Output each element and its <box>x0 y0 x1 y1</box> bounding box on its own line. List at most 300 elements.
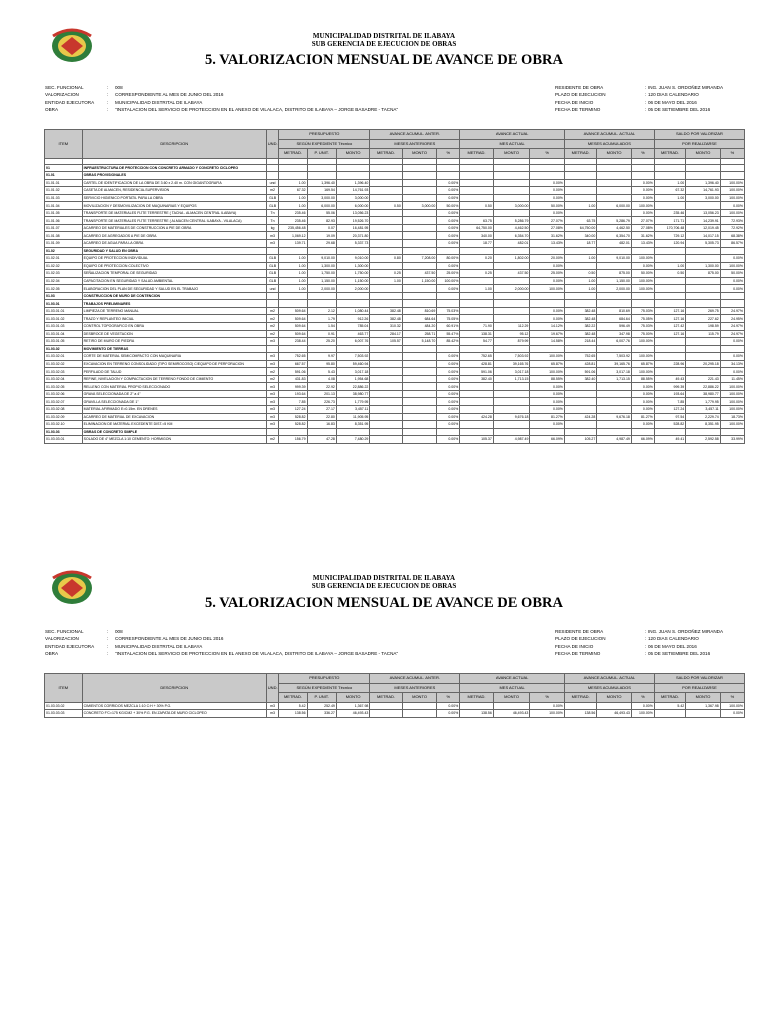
value-cell: 252.49 <box>307 702 336 710</box>
value-cell <box>460 262 493 270</box>
value-cell: 5,337.73 <box>336 239 369 247</box>
value-cell: 0.00% <box>631 187 654 195</box>
item-description: ACARREO DE AGUA PARA LA OBRA <box>82 239 266 247</box>
valuation-table <box>44 129 745 444</box>
value-cell: 50.00% <box>437 202 460 210</box>
value-cell: 0.00% <box>530 315 565 323</box>
project-info-left: SEC. FUNCIONAL : 008 VALORIZACION : CORRESPONDIENTE AL MES DE JUNIO DEL 2016 ENTIDAD EJECUTORA : MUNICIPALIDAD DISTRITAL DE ILABAYA OBRA : "INSTALACION DEL SERVICIO DE PROTECCION EN EL ANEXO DE VILALACA, DISTRITO DE ILABAYA – JORGE BASADRE - TACNA" <box>45 85 399 112</box>
item-description: MOVIMIENTO DE TIERRAS <box>82 345 266 353</box>
value-cell: 0.00% <box>720 202 744 210</box>
empty-cell <box>370 164 402 172</box>
value-cell <box>493 315 530 323</box>
table-body <box>45 158 745 443</box>
value-cell: 12,019.45 <box>686 224 721 232</box>
empty-cell <box>686 300 721 308</box>
value-cell <box>402 353 437 361</box>
item-description: SEÑALIZACION TEMPORAL DE SEGURIDAD <box>82 270 266 278</box>
value-cell <box>370 232 402 240</box>
item-code: 01.03.01.01 <box>45 307 83 315</box>
value-cell <box>493 390 530 398</box>
value-cell <box>402 436 437 444</box>
value-cell: 0.25 <box>460 270 493 278</box>
empty-cell <box>307 345 336 353</box>
info-value: "INSTALACION DEL SERVICIO DE PROTECCION EN EL ANEXO DE VILALACA, DISTRITO DE ILABAYA – JORGE BASADRE - TACNA" <box>115 650 399 656</box>
value-cell: 127.24 <box>654 406 685 414</box>
item-code: 01.01.05 <box>45 209 83 217</box>
value-cell: 11.45% <box>720 375 744 383</box>
value-cell: 1.00 <box>654 262 685 270</box>
item-description: SERVICIO HIGIENICO PORTATIL PARA LA OBRA <box>82 194 266 202</box>
empty-cell <box>530 172 565 180</box>
value-cell: 13.43% <box>631 239 654 247</box>
item-description: CONSTRUCCION DE MURO DE CONTENCION <box>82 292 266 300</box>
value-cell <box>654 277 685 285</box>
value-cell: 0.00% <box>530 187 565 195</box>
value-cell <box>370 702 402 710</box>
item-code: 01.02.03 <box>45 270 83 278</box>
table-row <box>45 330 745 338</box>
value-cell <box>460 406 493 414</box>
value-cell: 27.08% <box>530 224 565 232</box>
item-unit: GLB <box>266 270 279 278</box>
empty-cell <box>402 247 437 255</box>
item-description: MATERIAL AFIRMADO E=0.15m. EN DRENES <box>82 406 266 414</box>
value-cell: 127.16 <box>654 307 685 315</box>
empty-cell <box>279 428 307 436</box>
value-cell <box>597 398 632 406</box>
value-cell: 0.00% <box>631 383 654 391</box>
item-code: 01.03.02.07 <box>45 398 83 406</box>
value-cell: 19.67% <box>530 330 565 338</box>
value-cell <box>370 224 402 232</box>
value-cell: 0.00% <box>437 217 460 225</box>
value-cell <box>460 179 493 187</box>
value-cell: 1,367.98 <box>336 702 369 710</box>
table-row <box>45 375 745 383</box>
value-cell: 1,396.40 <box>686 179 721 187</box>
table-row <box>45 315 745 323</box>
value-cell: 912.26 <box>336 315 369 323</box>
value-cell: 0.00% <box>437 702 460 710</box>
empty-cell <box>631 164 654 172</box>
project-info-right: RESIDENTE DE OBRA : ING. JUAN S. ORDOÑEZ MIRANDA PLAZO DE EJECUCION : 120 DIAS CALENDARIO FECHA DE INICIO : 06 DE MAYO DEL 2016 FECHA DE TERMINO : 05 DE SETIEMBRE DEL 2016 <box>555 629 724 656</box>
value-cell: 100.00% <box>437 277 460 285</box>
value-cell <box>493 421 530 429</box>
value-cell: 0.00% <box>530 421 565 429</box>
col-und: UND. <box>266 130 279 159</box>
item-unit: und <box>266 179 279 187</box>
value-cell: 24.97% <box>720 322 744 330</box>
value-cell <box>370 383 402 391</box>
empty-cell <box>530 428 565 436</box>
value-cell: 0.00% <box>437 375 460 383</box>
col-monto: MONTO <box>402 693 437 703</box>
value-cell: 27.08% <box>631 224 654 232</box>
item-code: 01.03.02.06 <box>45 390 83 398</box>
value-cell: 1.00 <box>279 179 307 187</box>
value-cell: 63.75 <box>460 217 493 225</box>
value-cell: 1.00 <box>460 285 493 293</box>
group-avance-anterior: AVANCE ACUMUL. ANTER. <box>370 674 460 684</box>
value-cell: 0.91 <box>307 330 336 338</box>
value-cell: 1,396.40 <box>336 179 369 187</box>
item-description: MOVILIZACION Y DESMOVILIZACION DE MAQUINARIAS Y EQUIPOS <box>82 202 266 210</box>
value-cell: 18.77 <box>460 239 493 247</box>
item-description: REFINE, NIVELACION Y COMPACTACION DE TERRENO FONDO DE CIMIENTO <box>82 375 266 383</box>
subgerencia-name: SUB GERENCIA DE EJECUCION DE OBRAS <box>311 582 457 590</box>
empty-cell <box>437 172 460 180</box>
value-cell: 810.69 <box>597 307 632 315</box>
value-cell: 64,750.00 <box>564 224 596 232</box>
value-cell: 25.00% <box>530 270 565 278</box>
value-cell: 7,208.00 <box>402 255 437 263</box>
info-value: "INSTALACION DEL SERVICIO DE PROTECCION EN EL ANEXO DE VILALACA, DISTRITO DE ILABAYA – JORGE BASADRE - TACNA" <box>115 106 399 112</box>
value-cell: 46,493.43 <box>336 710 369 718</box>
info-label: VALORIZACION <box>45 92 79 98</box>
value-cell: 6,000.00 <box>307 202 336 210</box>
value-cell <box>370 194 402 202</box>
value-cell: 235.46 <box>279 209 307 217</box>
value-cell: 127.16 <box>654 330 685 338</box>
value-cell: 0.00% <box>720 285 744 293</box>
value-cell: 49.43 <box>654 375 685 383</box>
value-cell: 729.12 <box>654 232 685 240</box>
table-row <box>45 270 745 278</box>
value-cell: 0.00% <box>437 187 460 195</box>
empty-cell <box>370 428 402 436</box>
value-cell: 201.13 <box>307 390 336 398</box>
value-cell: 0.00% <box>437 262 460 270</box>
item-unit: m3 <box>266 421 279 429</box>
item-description: SEGURIDAD Y SALUD EN OBRA <box>82 247 266 255</box>
group-saldo: SALDO POR VALORIZAR <box>654 674 744 684</box>
value-cell: 20.00% <box>530 255 565 263</box>
value-cell: 16.83 <box>307 421 336 429</box>
value-cell: 428.81 <box>460 360 493 368</box>
value-cell: 193.64 <box>654 390 685 398</box>
value-cell: 100.00% <box>720 421 744 429</box>
item-unit: m3 <box>266 398 279 406</box>
col-metrado: METRAD. <box>370 693 402 703</box>
value-cell <box>402 232 437 240</box>
table-row <box>45 277 745 285</box>
item-unit: m2 <box>266 436 279 444</box>
value-cell: 1.00 <box>654 194 685 202</box>
value-cell <box>460 398 493 406</box>
col-und: UND. <box>266 674 279 703</box>
value-cell: 437.50 <box>493 270 530 278</box>
info-label: SEC. FUNCIONAL <box>45 85 84 90</box>
info-label: SEC. FUNCIONAL <box>45 629 84 634</box>
value-cell <box>493 194 530 202</box>
col-descripcion: DESCRIPCION <box>82 674 266 703</box>
col-metrado: METRAD. <box>460 149 493 159</box>
item-code: 01.01.08 <box>45 232 83 240</box>
value-cell <box>402 406 437 414</box>
value-cell: 24.97% <box>720 307 744 315</box>
col-item: ITEM <box>45 674 83 703</box>
table-row <box>45 255 745 263</box>
col-monto: MONTO <box>336 693 369 703</box>
value-cell: 100.00% <box>631 285 654 293</box>
value-cell: 1,300.00 <box>336 262 369 270</box>
empty-cell <box>437 300 460 308</box>
value-cell: 684.64 <box>597 315 632 323</box>
info-value: 06 DE MAYO DEL 2016 <box>648 643 697 649</box>
item-description: GRAVILLA SELECCIONADA DE 1" <box>82 398 266 406</box>
value-cell: 0.50 <box>654 270 685 278</box>
value-cell: 100.00% <box>631 368 654 376</box>
value-cell: 424.28 <box>564 413 596 421</box>
item-code: 01.03.01.05 <box>45 338 83 346</box>
value-cell: 382.48 <box>370 307 402 315</box>
value-cell <box>597 406 632 414</box>
value-cell: 218.44 <box>564 338 596 346</box>
value-cell: 528.82 <box>279 413 307 421</box>
value-cell: 81.27% <box>631 413 654 421</box>
value-cell <box>597 702 632 710</box>
value-cell <box>370 710 402 718</box>
item-code: 01.01.01 <box>45 179 83 187</box>
table-header <box>45 674 745 703</box>
info-value: 008 <box>115 85 123 90</box>
value-cell: 50.00% <box>720 270 744 278</box>
empty-cell <box>530 247 565 255</box>
empty-cell <box>370 300 402 308</box>
page-title: 5. VALORIZACION MENSUAL DE AVANCE DE OBRA <box>205 52 563 68</box>
group-sub: SEGÚN EXPEDIENTE Técnico <box>279 139 370 149</box>
value-cell: 875.00 <box>686 270 721 278</box>
empty-cell <box>402 172 437 180</box>
empty-cell <box>686 292 721 300</box>
value-cell <box>460 421 493 429</box>
value-cell: 1.00 <box>564 285 596 293</box>
item-code: 01.03.02.01 <box>45 353 83 361</box>
value-cell: 39,165.76 <box>597 360 632 368</box>
value-cell: 27.07% <box>631 217 654 225</box>
col-monto: MONTO <box>336 149 369 159</box>
value-cell: 22.80 <box>307 413 336 421</box>
empty-cell <box>307 172 336 180</box>
empty-cell <box>266 164 279 172</box>
empty-cell <box>460 345 493 353</box>
value-cell: 22,886.22 <box>336 383 369 391</box>
empty-cell <box>266 292 279 300</box>
empty-cell <box>402 345 437 353</box>
value-cell: 20,371.80 <box>336 232 369 240</box>
value-cell: 67.32 <box>654 187 685 195</box>
value-cell: 60.91% <box>437 322 460 330</box>
value-cell <box>370 262 402 270</box>
empty-cell <box>307 292 336 300</box>
value-cell: 1,713.15 <box>597 375 632 383</box>
value-cell: 2.12 <box>307 307 336 315</box>
item-description: EQUIPO DE PROTECCION COLECTIVO <box>82 262 266 270</box>
value-cell <box>402 209 437 217</box>
item-code: 01.03.03.01 <box>45 436 83 444</box>
value-cell: 3,017.18 <box>597 368 632 376</box>
value-cell <box>493 277 530 285</box>
value-cell: 33.99% <box>720 436 744 444</box>
item-description: GRAVA SELECCIONADA DE 2" a 4" <box>82 390 266 398</box>
item-description: INFRAESTRUCTURA DE PROTECCION CON CONCRETO ARMADO Y CONCRETO CICLOPEO <box>82 164 266 172</box>
empty-cell <box>266 345 279 353</box>
value-cell <box>493 307 530 315</box>
table-row <box>45 413 745 421</box>
value-cell <box>564 702 596 710</box>
empty-cell <box>564 428 596 436</box>
value-cell: 138.31 <box>460 330 493 338</box>
item-code: 01.02.01 <box>45 255 83 263</box>
value-cell: 100.00% <box>720 209 744 217</box>
item-code: 01.03.01.02 <box>45 315 83 323</box>
value-cell: 0.00% <box>720 710 744 718</box>
empty-cell <box>631 345 654 353</box>
table-row <box>45 232 745 240</box>
value-cell: 1.54 <box>307 322 336 330</box>
item-description: ELIMINACION DE MATERIAL EXCEDENTE DIST.=5 KM <box>82 421 266 429</box>
empty-cell <box>720 247 744 255</box>
value-cell: 9.97 <box>307 353 336 361</box>
empty-cell <box>530 292 565 300</box>
table-row <box>45 322 745 330</box>
value-cell: 0.00% <box>437 232 460 240</box>
empty-cell <box>631 292 654 300</box>
table-row <box>45 285 745 293</box>
empty-cell <box>279 345 307 353</box>
empty-cell <box>530 345 565 353</box>
empty-cell <box>460 292 493 300</box>
value-cell <box>402 194 437 202</box>
value-cell: 1,300.00 <box>307 262 336 270</box>
item-unit: Tn <box>266 209 279 217</box>
col-metrado: METRAD. <box>460 693 493 703</box>
empty-cell <box>597 300 632 308</box>
value-cell <box>402 710 437 718</box>
value-cell <box>402 239 437 247</box>
table-row <box>45 239 745 247</box>
value-cell: 13.43% <box>530 239 565 247</box>
table-row <box>45 390 745 398</box>
value-cell: 0.00% <box>530 179 565 187</box>
empty-cell <box>402 428 437 436</box>
value-cell: 0.00% <box>437 179 460 187</box>
info-value: 120 DIAS CALENDARIO <box>648 92 699 98</box>
value-cell: 6,354.70 <box>493 232 530 240</box>
empty-cell <box>493 247 530 255</box>
value-cell: 105.37 <box>460 436 493 444</box>
value-cell: 7.85 <box>279 398 307 406</box>
value-cell: 431.83 <box>279 375 307 383</box>
empty-cell <box>686 172 721 180</box>
value-cell: 1,713.15 <box>493 375 530 383</box>
value-cell: 170,706.48 <box>654 224 685 232</box>
value-cell: 1.00 <box>279 262 307 270</box>
empty-cell <box>686 428 721 436</box>
value-cell: 100.00% <box>720 398 744 406</box>
value-cell: 75.03% <box>631 307 654 315</box>
value-cell: 382.40 <box>460 375 493 383</box>
col-descripcion: DESCRIPCION <box>82 130 266 159</box>
value-cell: 38,980.77 <box>686 390 721 398</box>
empty-cell <box>307 247 336 255</box>
value-cell: 0.00% <box>720 277 744 285</box>
value-cell <box>564 421 596 429</box>
empty-cell <box>370 172 402 180</box>
empty-cell <box>460 172 493 180</box>
table-row <box>45 436 745 444</box>
item-unit: m2 <box>266 368 279 376</box>
value-cell: 1,150.00 <box>402 277 437 285</box>
empty-cell <box>720 345 744 353</box>
value-cell: 5,286.79 <box>597 217 632 225</box>
empty-cell <box>720 300 744 308</box>
item-unit: GLB <box>266 255 279 263</box>
empty-cell <box>402 300 437 308</box>
value-cell: 1.00 <box>654 179 685 187</box>
empty-cell <box>370 247 402 255</box>
value-cell: 3,457.11 <box>686 406 721 414</box>
value-cell <box>460 383 493 391</box>
info-value: ING. JUAN S. ORDOÑEZ MIRANDA <box>648 85 724 90</box>
group-sub: POR REALIZARSE <box>654 683 744 693</box>
item-code: 01 <box>45 164 83 172</box>
value-cell: 382.48 <box>564 315 596 323</box>
value-cell <box>370 375 402 383</box>
value-cell: 138.56 <box>460 710 493 718</box>
value-cell: 0.25 <box>370 270 402 278</box>
value-cell: 6,000.00 <box>336 202 369 210</box>
value-cell: 269.75 <box>686 307 721 315</box>
col-metrado: METRAD. <box>654 149 685 159</box>
value-cell: 347.98 <box>597 330 632 338</box>
value-cell: 88.55% <box>631 375 654 383</box>
value-cell: 100.00% <box>631 202 654 210</box>
value-cell: 100.00% <box>631 255 654 263</box>
info-label: FECHA DE TERMINO <box>555 650 601 656</box>
value-cell <box>564 406 596 414</box>
value-cell: 0.00% <box>437 194 460 202</box>
item-unit: GLB <box>266 194 279 202</box>
item-description: CASETA DE ALMACEN, RESIDENCIA-SUPERVISION <box>82 187 266 195</box>
col-monto: MONTO <box>402 149 437 159</box>
value-cell: 9,010.00 <box>307 255 336 263</box>
value-cell: 3,000.00 <box>307 194 336 202</box>
value-cell: 1.79 <box>307 315 336 323</box>
info-value: 05 DE SETIEMBRE DEL 2016 <box>648 106 711 112</box>
value-cell <box>370 436 402 444</box>
value-cell: 100.00% <box>720 262 744 270</box>
value-cell: 382.40 <box>564 375 596 383</box>
value-cell: 0.00% <box>631 262 654 270</box>
empty-cell <box>493 292 530 300</box>
empty-cell <box>336 164 369 172</box>
value-cell: 5,286.79 <box>493 217 530 225</box>
value-cell: 169.54 <box>307 187 336 195</box>
col-punit: P. UNIT. <box>307 149 336 159</box>
value-cell: 509.64 <box>279 330 307 338</box>
value-cell: 138.56 <box>564 710 596 718</box>
value-cell <box>564 187 596 195</box>
item-unit: m3 <box>266 232 279 240</box>
item-unit: kg <box>266 224 279 232</box>
value-cell: 82.93 <box>307 217 336 225</box>
item-code: 01.01.04 <box>45 202 83 210</box>
value-cell: 336.27 <box>307 710 336 718</box>
value-cell: 591.06 <box>460 368 493 376</box>
value-cell: 0.00% <box>631 390 654 398</box>
col-metrado: METRAD. <box>564 693 596 703</box>
